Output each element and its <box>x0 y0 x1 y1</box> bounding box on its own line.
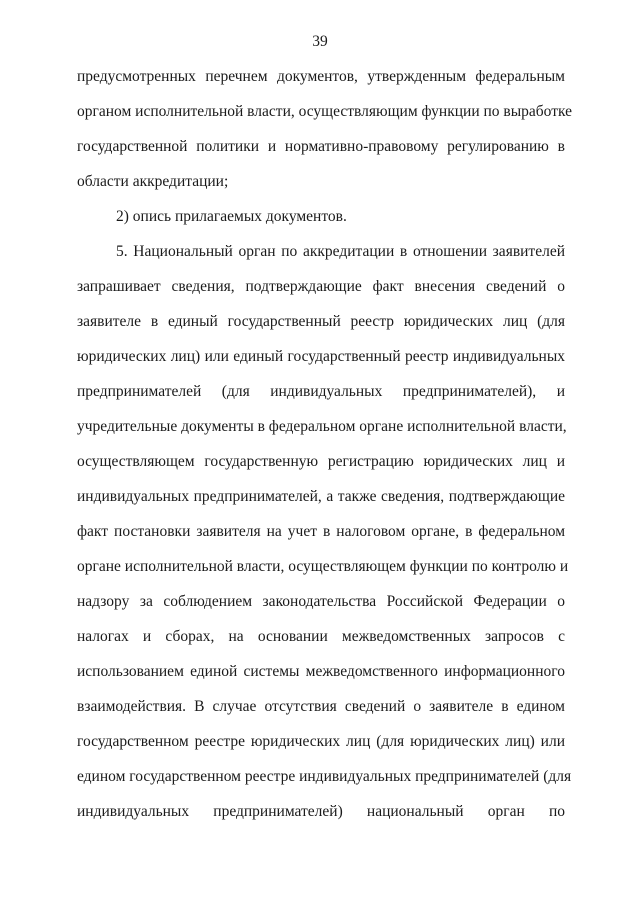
text-line-8: заявителе в единый государственный реестр юридических лиц (для <box>77 313 565 330</box>
text-line-3: государственной политики и нормативно-правовому регулированию в <box>77 138 565 155</box>
text-line-18: использованием единой системы межведомственного информационного <box>77 663 565 680</box>
text-line-5: 2) опись прилагаемых документов. <box>116 208 347 225</box>
text-line-10: предпринимателей (для индивидуальных предпринимателей), и <box>77 383 565 400</box>
text-line-19: взаимодействия. В случае отсутствия сведений о заявителе в едином <box>77 698 565 715</box>
text-line-20: государственном реестре юридических лиц (для юридических лиц) или <box>77 733 565 750</box>
text-line-21: едином государственном реестре индивидуальных предпринимателей (для <box>77 768 572 785</box>
text-line-9: юридических лиц) или единый государственный реестр индивидуальных <box>77 348 565 365</box>
text-line-14: факт постановки заявителя на учет в налоговом органе, в федеральном <box>77 523 565 540</box>
text-line-22: индивидуальных предпринимателей) национальный орган по <box>77 803 565 820</box>
page-number: 39 <box>312 33 328 50</box>
text-line-15: органе исполнительной власти, осуществляющем функции по контролю и <box>77 558 569 575</box>
text-line-13: индивидуальных предпринимателей, а также сведения, подтверждающие <box>77 488 565 505</box>
text-line-6: 5. Национальный орган по аккредитации в отношении заявителей <box>116 243 565 260</box>
text-line-11: учредительные документы в федеральном органе исполнительной власти, <box>77 418 567 435</box>
text-line-2: органом исполнительной власти, осуществляющим функции по выработке <box>77 103 573 120</box>
text-line-17: налогах и сборах, на основании межведомственных запросов с <box>77 628 565 645</box>
text-line-4: области аккредитации; <box>77 173 229 190</box>
text-line-1: предусмотренных перечнем документов, утвержденным федеральным <box>77 68 565 85</box>
text-line-12: осуществляющем государственную регистрацию юридических лиц и <box>77 453 565 470</box>
text-line-16: надзору за соблюдением законодательства Российской Федерации о <box>77 593 565 610</box>
text-line-7: запрашивает сведения, подтверждающие факт внесения сведений о <box>77 278 565 295</box>
